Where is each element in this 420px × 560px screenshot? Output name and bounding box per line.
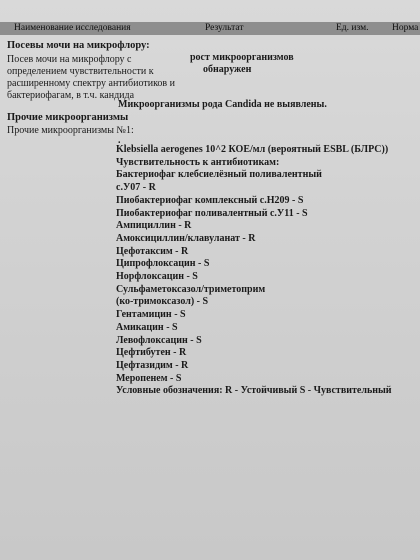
antibiotic-line: Пиобактериофаг поливалентный с.У11 - S bbox=[116, 207, 308, 219]
organism-line: Klebsiella aerogenes 10^2 КОЕ/мл (вероятный ESBL (БЛРС)) bbox=[116, 144, 389, 155]
antibiotic-line: Левофлоксацин - S bbox=[116, 334, 202, 346]
antibiotic-line: Меропенем - S bbox=[116, 372, 182, 384]
antibiotic-line: Амикацин - S bbox=[116, 321, 178, 333]
antibiotic-line: Сульфаметоксазол/триметоприм bbox=[116, 283, 266, 295]
antibiotic-line: Цефотаксим - R bbox=[116, 245, 189, 257]
col-header-result: Результат bbox=[205, 23, 244, 33]
legend-line: Условные обозначения: R - Устойчивый S - Чувствительный bbox=[116, 385, 392, 397]
antibiotic-line: с.У07 - R bbox=[116, 182, 156, 194]
antibiotic-line: Цефтазидим - R bbox=[116, 359, 189, 371]
growth-result-line-1: рост микроорганизмов bbox=[190, 52, 294, 63]
antibiotic-line: Бактериофаг клебсиелёзный поливалентный bbox=[116, 169, 322, 181]
urine-desc-line-1: Посев мочи на микрофлору с bbox=[7, 54, 132, 65]
antibiotic-line: Ципрофлоксацин - S bbox=[116, 258, 210, 270]
organism-result-list bbox=[116, 144, 392, 398]
antibiotic-line: (ко-тримоксазол) - S bbox=[116, 296, 209, 308]
antibiotic-line: Пиобактериофаг комплексный с.Н209 - S bbox=[116, 194, 304, 206]
list-bullet: . bbox=[118, 135, 121, 146]
other-section-title: Прочие микроорганизмы bbox=[7, 112, 129, 123]
antibiotic-line: Цефтибутен - R bbox=[116, 347, 187, 359]
col-header-norm: Норма bbox=[392, 23, 419, 33]
urine-desc-line-2: определением чувствительности к bbox=[7, 66, 154, 77]
antibiotic-line: Норфлоксацин - S bbox=[116, 271, 198, 283]
candida-result: Микроорганизмы рода Candida не выявлены. bbox=[118, 99, 327, 110]
urine-section-title: Посевы мочи на микрофлору: bbox=[7, 40, 150, 51]
urine-desc-line-4: бактериофагам, в т.ч. кандида bbox=[7, 90, 135, 101]
col-header-unit: Ед. изм. bbox=[336, 23, 369, 33]
growth-result-line-2: обнаружен bbox=[203, 64, 252, 75]
urine-desc-line-3: расширенному спектру антибиотиков и bbox=[7, 78, 175, 89]
antibiotic-line: Гентамицин - S bbox=[116, 309, 186, 321]
results-table-header bbox=[0, 22, 420, 35]
antibiotic-line: Амоксициллин/клавуланат - R bbox=[116, 232, 256, 244]
sensitivity-heading: Чувствительность к антибиотикам: bbox=[116, 156, 280, 168]
other-section-sub: Прочие микроорганизмы №1: bbox=[7, 125, 134, 136]
antibiotic-line: Ампициллин - R bbox=[116, 220, 192, 232]
col-header-test: Наименование исследования bbox=[14, 23, 131, 33]
